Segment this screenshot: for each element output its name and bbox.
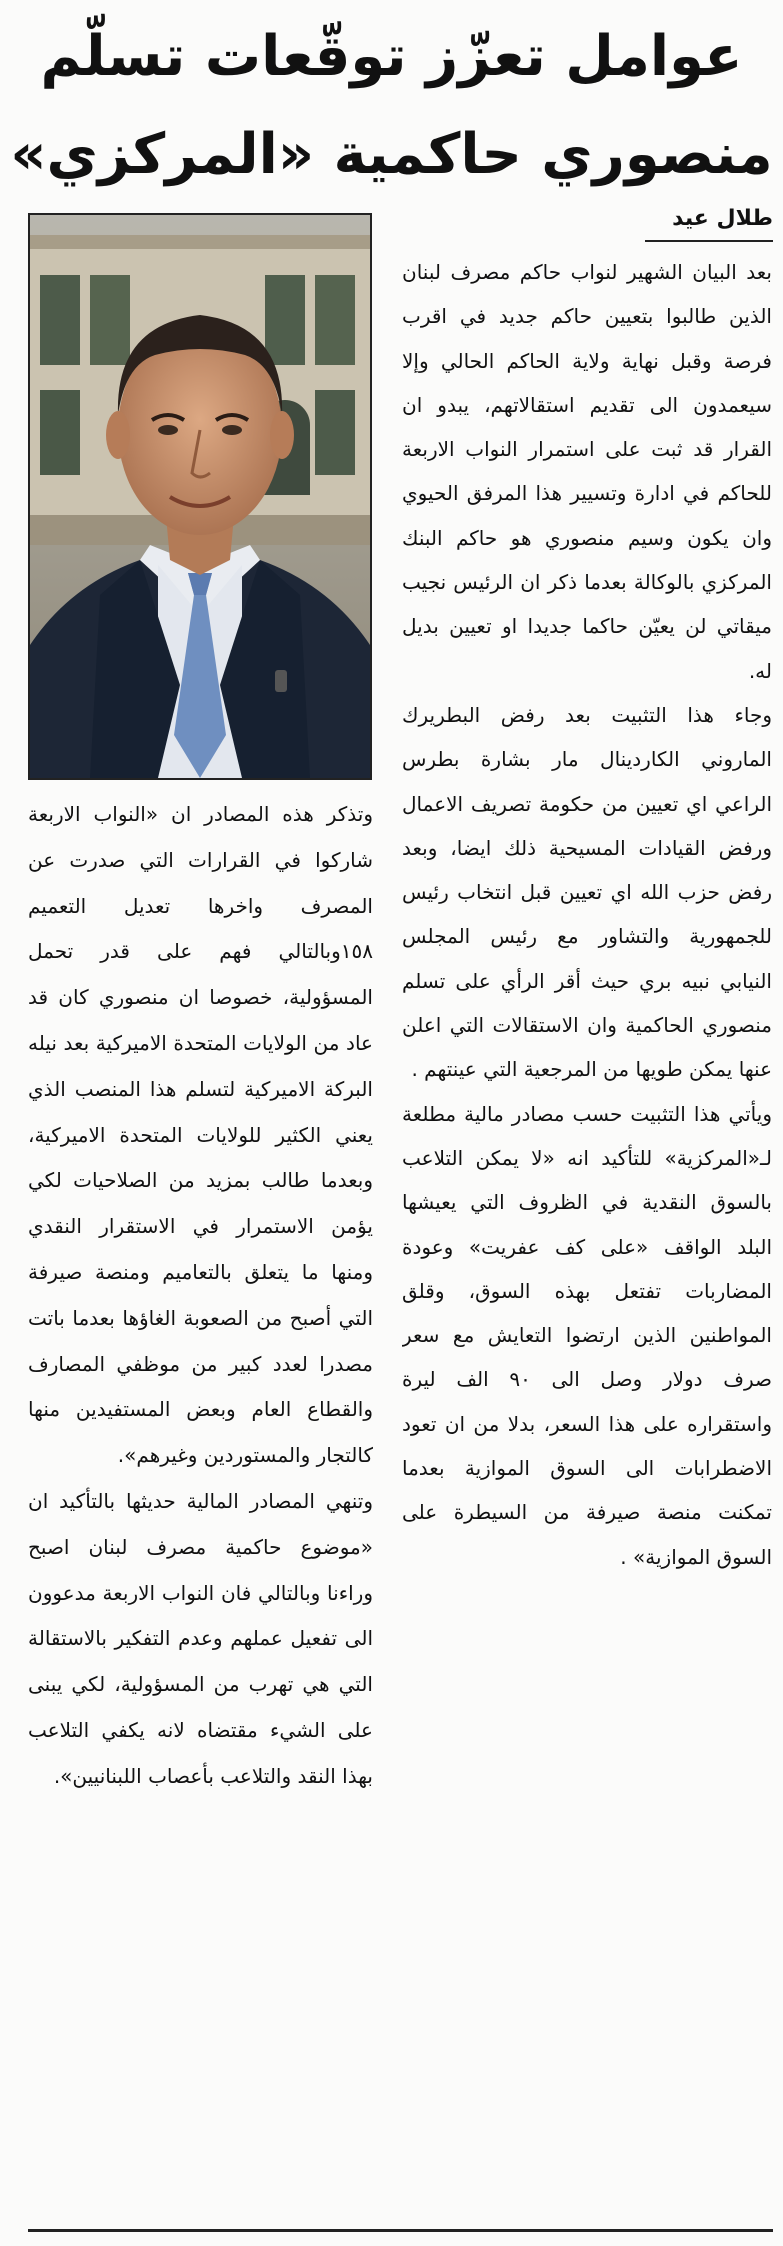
paragraph: وتذكر هذه المصادر ان «النواب الاربعة شاركوا في القرارات التي صدرت عن المصرف واخرها تعديل التعميم ١٥٨وبالتالي فهم على قدر تحمل المسؤولية، خصوصا ان منصوري كان قد عاد من الولايات المتحدة الاميركية بعد نيله البركة الاميركية لتسلم هذا المنصب الذي يعني الكثير للولايات المتحدة الاميركية، وبعدما طالب بمزيد من الصلاحيات لكي يؤمن الاستمرار في الاستقرار النقدي ومنها ما يتعلق بالتعاميم ومنصة صيرفة التي أصبح من الصعوبة الغاؤها بعدما باتت مصدرا لعدد كبير من موظفي المصارف والقطاع العام وبعض المستفيدين منها كالتجار والمستوردين وغيرهم».: [28, 802, 373, 1468]
paragraph: وتنهي المصادر المالية حديثها بالتأكيد ان «موضوع حاكمية مصرف لبنان اصبح وراءنا وبالتالي فان النواب الاربعة مدعوون الى تفعيل عملهم وعدم التفكير بالاستقالة التي هي تهرب من المسؤولية، لكي يبنى على الشيء مقتضاه لانه يكفي التلاعب بهذا النقد والتلاعب بأعصاب اللبنانيين».: [28, 1488, 373, 1788]
article-column-left: [28, 792, 373, 2192]
headline-line-1: عوامل تعزّز توقّعات تسلّم: [40, 24, 743, 89]
bottom-divider: [28, 2229, 773, 2232]
person-portrait-icon: [30, 215, 370, 778]
paragraph: ويأتي هذا التثبيت حسب مصادر مالية مطلعة لـ«المركزية» للتأكيد انه «لا يمكن التلاعب بالسوق النقدية في الظروف التي يعيشها البلد الواقف «على كف عفريت» وعودة المضاربات تفتعل بهذه السوق، وقلق المواطنين الذين ارتضوا التعايش مع سعر صرف دولار وصل الى ٩٠ الف ليرة واستقراره على هذا السعر، بدلا من ان تعود الاضطرابات الى السوق الموازية بعدما تمكنت منصة صيرفة من السيطرة على السوق الموازية» .: [402, 1101, 772, 1569]
headline: [0, 8, 783, 204]
portrait-photo: [28, 213, 372, 780]
paragraph: وجاء هذا التثبيت بعد رفض البطريرك الماروني الكاردينال مار بشارة بطرس الراعي اي تعيين من حكومة تصريف الاعمال ورفض القيادات المسيحية ذلك ايضا، وبعد رفض حزب الله اي تعيين قبل انتخاب رئيس للجمهورية والتشاور مع رئيس المجلس النيابي نبيه بري حيث أقر الرأي على تسلم منصوري الحاكمية وان الاستقالات التي اعلن عنها يمكن طويها من المرجعية التي عينتهم .: [402, 702, 772, 1082]
byline-divider: [645, 240, 773, 242]
byline: طلال عيد: [672, 206, 773, 231]
article-column-right: [402, 250, 772, 2195]
paragraph: بعد البيان الشهير لنواب حاكم مصرف لبنان الذين طالبوا بتعيين حاكم جديد في اقرب فرصة وقبل نهاية ولاية الحاكم الحالي وإلا سيعمدون الى تقديم استقالاتهم، يبدو ان القرار قد ثبت على استمرار النواب الاربعة للحاكم في ادارة وتسيير هذا المرفق الحيوي وان يكون وسيم منصوري هو حاكم البنك المركزي بالوكالة بعدما ذكر ان الرئيس نجيب ميقاتي لن يعيّن حاكما جديدا او تعيين بديل له.: [402, 260, 772, 683]
headline-line-2: منصوري حاكمية «المركزي»: [10, 122, 773, 187]
